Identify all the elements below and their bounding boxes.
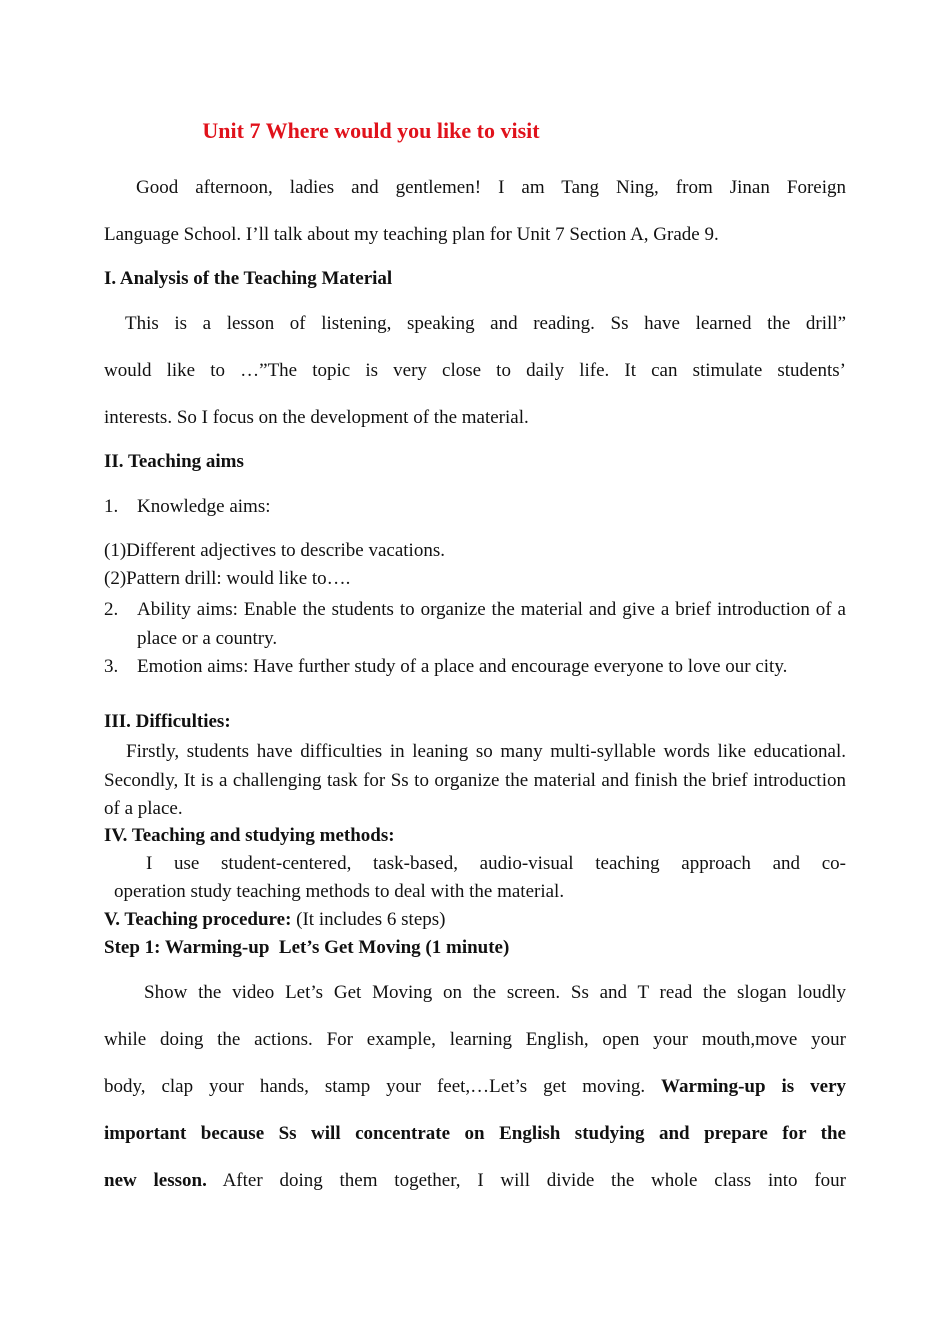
aim-item-1 [104, 495, 846, 519]
aim-item-2-text: Ability aims: Enable the students to organize the material and give a brief introduction of a place or a country. [137, 599, 846, 649]
aim-sub-item-1: (1)Different adjectives to describe vacations. [104, 540, 445, 561]
step-1-line-2: while doing the actions. For example, learning English, open your mouth,move your [104, 1029, 846, 1050]
section-5-heading [104, 908, 846, 932]
aim-item-3-text: Emotion aims: Have further study of a place and encourage everyone to love our city. [137, 656, 788, 677]
section-3-heading: III. Difficulties: [104, 711, 231, 732]
step-1-line-1: Show the video Let’s Get Moving on the screen. Ss and T read the slogan loudly [144, 982, 846, 1003]
section-5-heading-note: (It includes 6 steps) [291, 909, 446, 930]
step-1-line-3-normal: body, clap your hands, stamp your feet,…Let’s get moving. [104, 1076, 662, 1097]
aim-sub-item-2: (2)Pattern drill: would like to…. [104, 568, 351, 589]
section-4-heading: IV. Teaching and studying methods: [104, 825, 395, 846]
section-2-heading: II. Teaching aims [104, 451, 244, 472]
step-1-heading: Step 1: Warming-up Let’s Get Moving (1 minute) [104, 937, 510, 958]
intro-line-1: Good afternoon, ladies and gentlemen! I am Tang Ning, from Jinan Foreign [136, 177, 846, 198]
step-1-line-4: important because Ss will concentrate on English studying and prepare for the [104, 1123, 846, 1144]
section-5-heading-bold: V. Teaching procedure: [104, 909, 292, 930]
aim-item-3-number: 3. [104, 656, 119, 677]
section-1-line-2: would like to …”The topic is very close to daily life. It can stimulate students’ [104, 360, 846, 381]
section-1-line-1: This is a lesson of listening, speaking and reading. Ss have learned the drill” [125, 313, 846, 334]
section-1-line-3: interests. So I focus on the development of the material. [104, 407, 529, 428]
aim-item-3 [104, 653, 846, 682]
intro-line-2: Language School. I’ll talk about my teaching plan for Unit 7 Section A, Grade 9. [104, 224, 719, 245]
step-1-line-3-bold: Warming-up is very [661, 1076, 846, 1097]
aim-item-2-number: 2. [104, 599, 119, 620]
section-4-line-2: operation study teaching methods to deal with the material. [114, 881, 565, 902]
step-1-line-5-bold: new lesson. [104, 1170, 207, 1191]
aim-item-1-text: Knowledge aims: [137, 496, 271, 517]
step-1-line-3 [104, 1075, 846, 1099]
aim-item-1-number: 1. [104, 496, 119, 517]
section-3-text: Firstly, students have difficulties in leaning so many multi-syllable words like educational. Secondly, It is a challenging task for Ss to organize the material and finish the brief introduction of a place. [104, 741, 846, 819]
document-title: Unit 7 Where would you like to visit [202, 118, 540, 143]
step-1-line-5 [104, 1169, 846, 1193]
section-1-heading: I. Analysis of the Teaching Material [104, 268, 393, 289]
section-4-line-1: I use student-centered, task-based, audio-visual teaching approach and co- [146, 853, 846, 874]
step-1-line-5-normal: After doing them together, I will divide the whole class into four [206, 1170, 846, 1191]
aim-item-2 [104, 596, 846, 653]
